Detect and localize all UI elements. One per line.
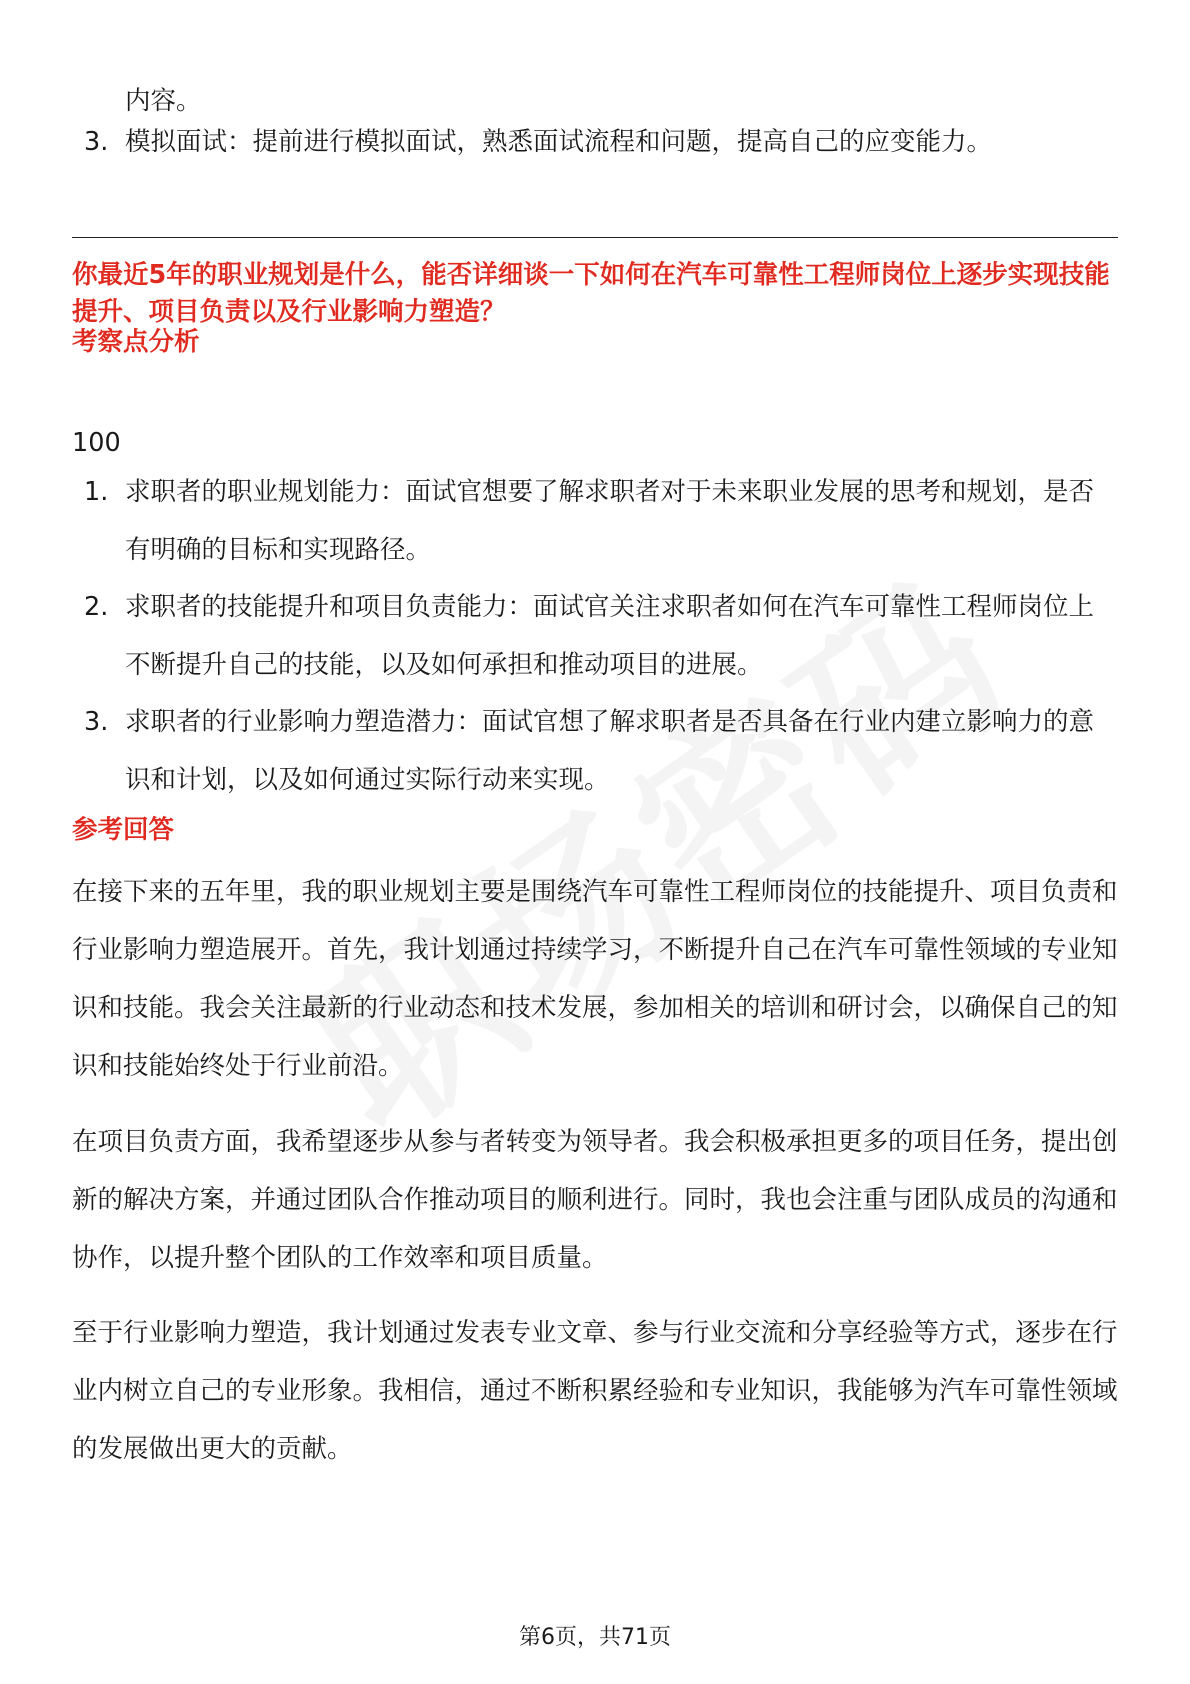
- answer-paragraph: 在项目负责方面，我希望逐步从参与者转变为领导者。我会积极承担更多的项目任务，提出创新的解决方案，并通过团队合作推动项目的顺利进行。同时，我也会注重与团队成员的沟通和协作，以提升整个团队的工作效率和项目质量。: [72, 1127, 1118, 1273]
- list-item-text: 求职者的行业影响力塑造潜力：面试官想了解求职者是否具备在行业内建立影响力的意识和计划，以及如何通过实际行动来实现。: [125, 707, 1095, 795]
- answer-paragraph: 在接下来的五年里，我的职业规划主要是围绕汽车可靠性工程师岗位的技能提升、项目负责和行业影响力塑造展开。首先，我计划通过持续学习，不断提升自己在汽车可靠性领域的专业知识和技能。我会关注最新的行业动态和技术发展，参加相关的培训和研讨会，以确保自己的知识和技能始终处于行业前沿。: [72, 877, 1118, 1081]
- list-item-continuation: 内容。: [125, 86, 202, 116]
- list-item: [72, 579, 1118, 694]
- list-item-text: 模拟面试：提前进行模拟面试，熟悉面试流程和问题，提高自己的应变能力。: [125, 127, 993, 157]
- list-item-number: 3.: [84, 127, 109, 157]
- question-title: 你最近5年的职业规划是什么，能否详细谈一下如何在汽车可靠性工程师岗位上逐步实现技能提升、项目负责以及行业影响力塑造？: [72, 260, 1110, 327]
- answer-paragraph: 至于行业影响力塑造，我计划通过发表专业文章、参与行业交流和分享经验等方式，逐步在行业内树立自己的专业形象。我相信，通过不断积累经验和专业知识，我能够为汽车可靠性领域的发展做出更大的贡献。: [72, 1318, 1118, 1464]
- analysis-list: [72, 464, 1118, 809]
- list-item-text: 求职者的职业规划能力：面试官想要了解求职者对于未来职业发展的思考和规划，是否有明确的目标和实现路径。: [125, 477, 1095, 565]
- top-list: [72, 114, 1118, 172]
- page-number: 第6页，共71页: [519, 1625, 671, 1650]
- list-item-number: 3.: [84, 707, 109, 737]
- list-item-number: 2.: [84, 592, 109, 622]
- list-item: [72, 694, 1118, 809]
- section-divider: [72, 237, 1118, 238]
- list-item: [72, 114, 1118, 172]
- analysis-score: 100: [72, 428, 121, 458]
- answer-heading: 参考回答: [72, 815, 175, 845]
- list-item: [72, 464, 1118, 579]
- list-item-number: 1.: [84, 477, 109, 507]
- list-item-text: 求职者的技能提升和项目负责能力：面试官关注求职者如何在汽车可靠性工程师岗位上不断提升自己的技能，以及如何承担和推动项目的进展。: [125, 592, 1095, 680]
- analysis-heading: 考察点分析: [72, 327, 200, 357]
